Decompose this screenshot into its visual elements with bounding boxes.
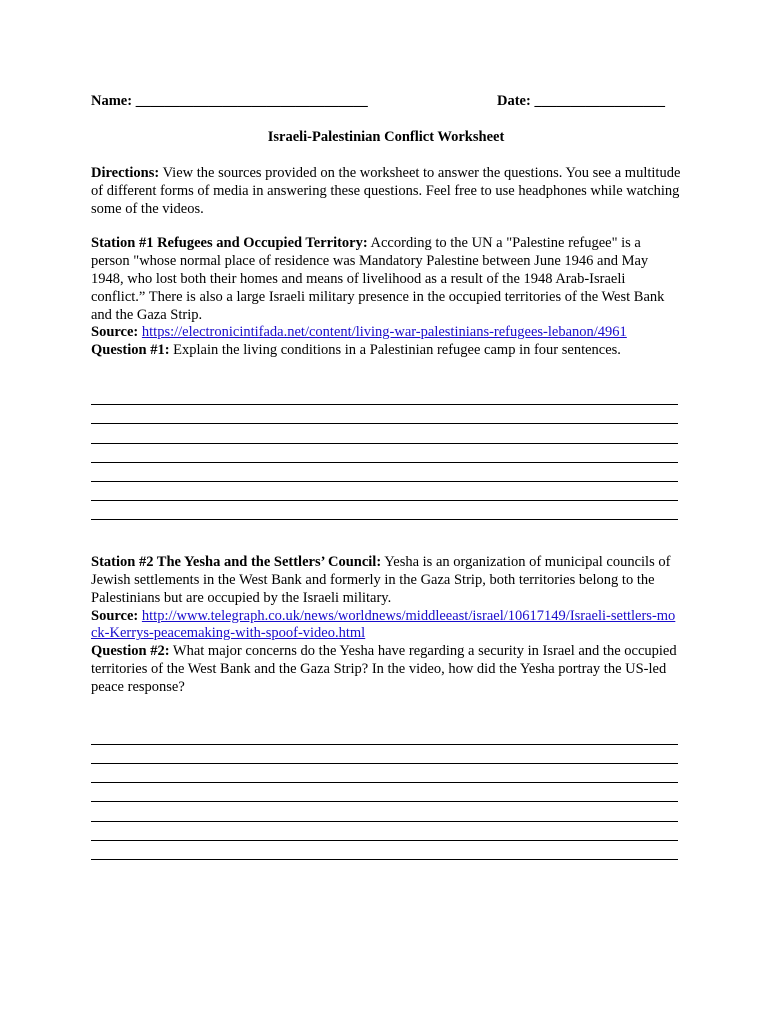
date-blank[interactable]: __________________	[534, 93, 665, 109]
answer-line[interactable]	[91, 386, 678, 405]
station-1-section	[91, 235, 681, 520]
answer-line[interactable]	[91, 802, 678, 821]
directions-text: View the sources provided on the worksheet to answer the questions. You see a multitude of different forms of media in answering these questions. Feel free to use headphones while watching some of the videos.	[91, 165, 681, 217]
station-2-source-label: Source:	[91, 607, 139, 624]
answer-line[interactable]	[91, 822, 678, 841]
station-2-source	[91, 608, 681, 644]
question-2-label: Question #2:	[91, 643, 170, 660]
date-label: Date:	[497, 93, 531, 109]
answer-line[interactable]	[91, 405, 678, 424]
name-label: Name:	[91, 93, 133, 109]
station-1-source-link[interactable]: https://electronicintifada.net/content/living-war-palestinians-refugees-lebanon/4961	[141, 324, 627, 341]
station-2-question	[91, 643, 681, 696]
answer-line[interactable]	[91, 745, 678, 764]
question-1-text: Explain the living conditions in a Palestinian refugee camp in four sentences.	[169, 342, 621, 359]
station-1-source-label: Source:	[91, 324, 139, 341]
station-2-intro	[91, 554, 681, 607]
date-field[interactable]	[497, 93, 665, 111]
question-1-label: Question #1:	[91, 342, 170, 359]
answer-line[interactable]	[91, 501, 678, 520]
station-1-source	[91, 324, 681, 342]
answer-lines-2[interactable]	[91, 726, 681, 860]
answer-lines-1[interactable]	[91, 386, 681, 520]
answer-line[interactable]	[91, 764, 678, 783]
answer-line[interactable]	[91, 841, 678, 860]
question-2-text: What major concerns do the Yesha have regarding a security in Israel and the occupied territories of the West Bank and the Gaza Strip? In the video, how did the Yesha portray the US-led peace response?	[91, 643, 677, 695]
answer-line[interactable]	[91, 424, 678, 443]
directions-paragraph	[91, 165, 681, 218]
worksheet-page	[91, 93, 681, 860]
station-1-heading: Station #1 Refugees and Occupied Territory:	[91, 235, 368, 252]
station-2-section	[91, 554, 681, 860]
directions-label: Directions:	[91, 165, 160, 181]
station-2-text: Yesha is an organization of municipal councils of Jewish settlements in the West Bank and formerly in the Gaza Strip, both territories belong to the Palestinians but are occupied by the Israeli military.	[91, 554, 671, 606]
station-1-text: According to the UN a "Palestine refugee" is a person "whose normal place of residence was Mandatory Palestine between June 1946 and May 1948, who lost both their homes and means of livelihood as a result of the 1948 Arab-Israeli conflict.” There is also a large Israeli military presence in the occupied territories of the West Bank and the Gaza Strip.	[91, 235, 665, 323]
station-2-source-link[interactable]: http://www.telegraph.co.uk/news/worldnews/middleeast/israel/10617149/Israeli-settlers-mock-Kerrys-peacemaking-with-spoof-video.html	[91, 607, 676, 642]
answer-line[interactable]	[91, 444, 678, 463]
station-2-heading: Station #2 The Yesha and the Settlers’ Council:	[91, 554, 382, 571]
station-1-question	[91, 342, 681, 360]
station-1-intro	[91, 235, 681, 324]
header-row	[91, 93, 681, 113]
worksheet-title: Israeli-Palestinian Conflict Worksheet	[267, 129, 505, 145]
answer-line[interactable]	[91, 726, 678, 745]
name-blank[interactable]: ________________________________	[135, 93, 368, 109]
answer-line[interactable]	[91, 463, 678, 482]
answer-line[interactable]	[91, 482, 678, 501]
answer-line[interactable]	[91, 783, 678, 802]
name-field[interactable]	[91, 93, 368, 111]
